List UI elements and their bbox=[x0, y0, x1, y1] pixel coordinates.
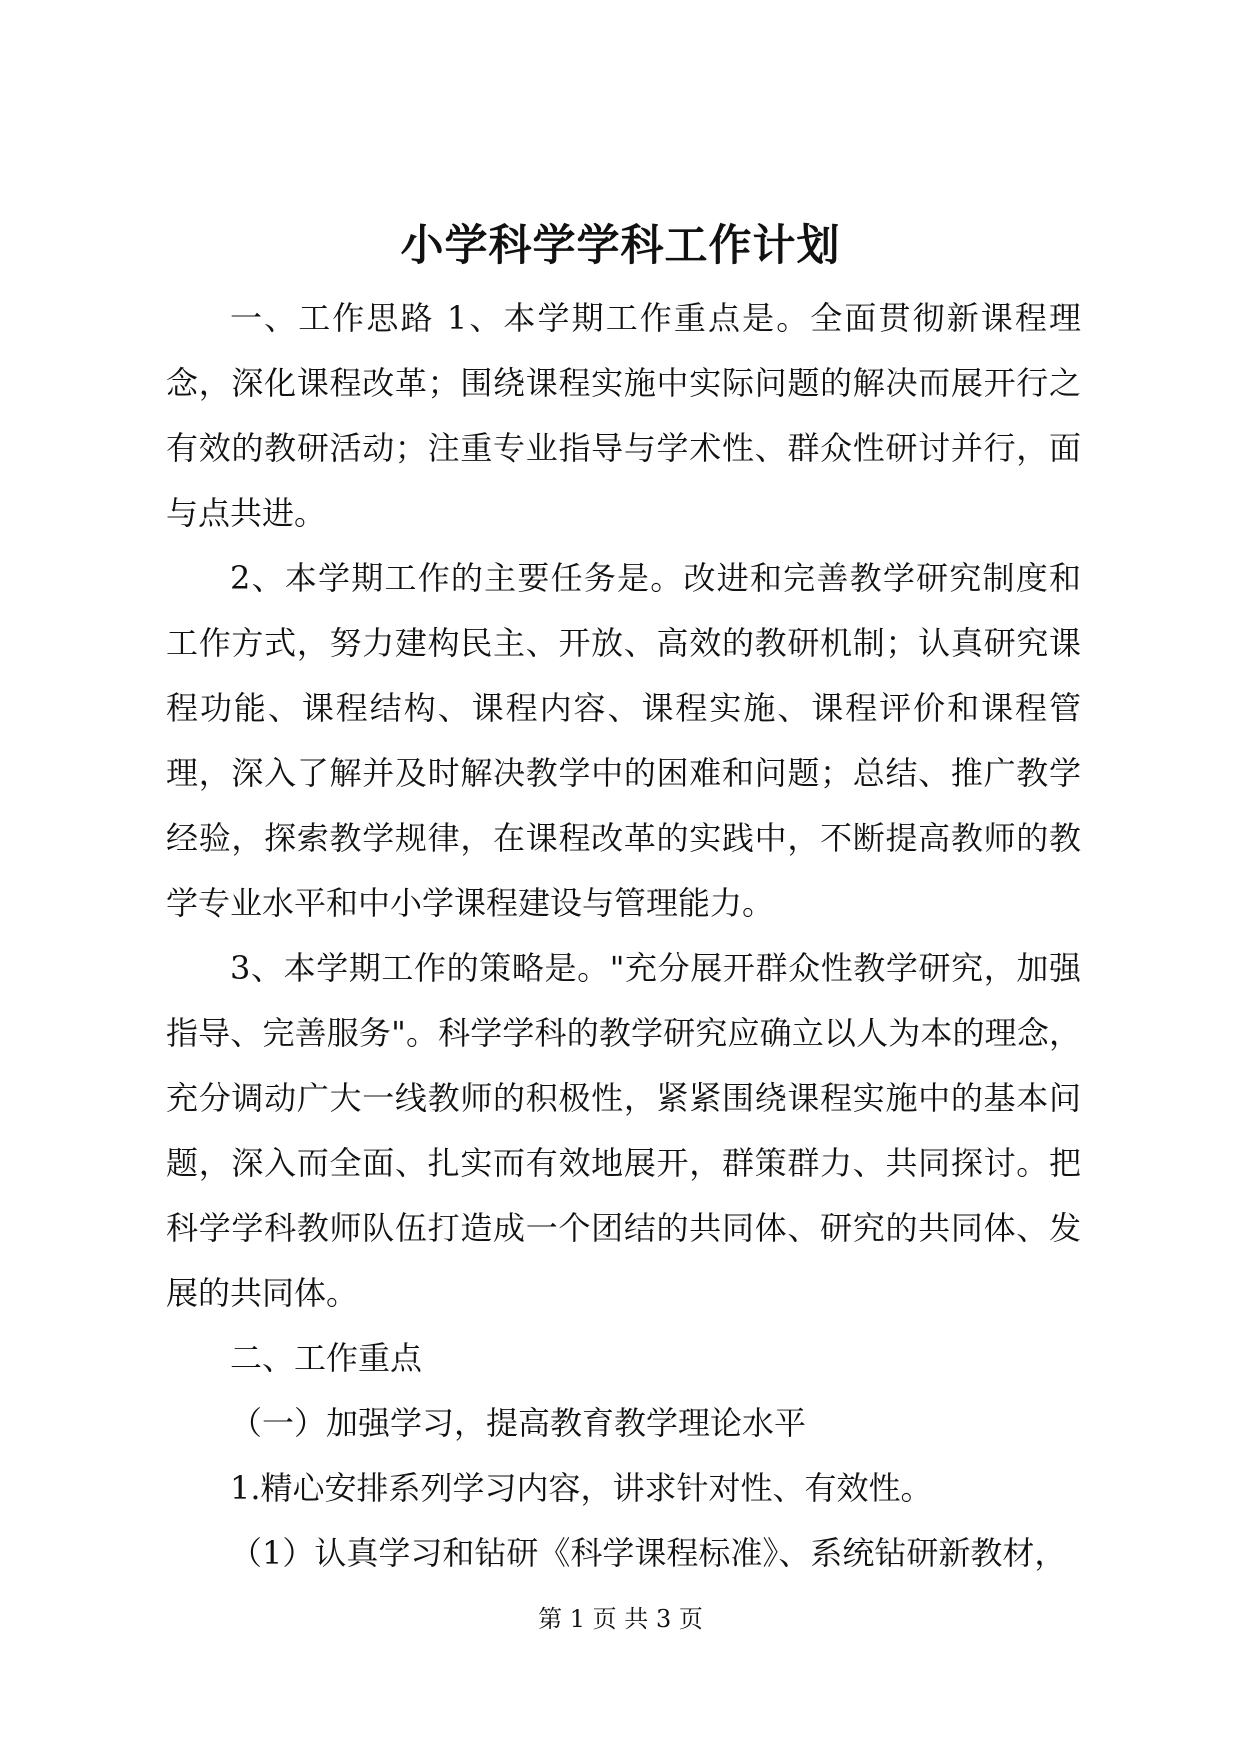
paragraph-main-tasks: 2、本学期工作的主要任务是。改进和完善教学研究制度和工作方式，努力建构民主、开放、高效的教研机制；认真研究课程功能、课程结构、课程内容、课程实施、课程评价和课程管理，深入了解并及时解决教学中的困难和问题；总结、推广教学经验，探索教学规律，在课程改革的实践中，不断提高教师的教学专业水平和中小学课程建设与管理能力。 bbox=[166, 559, 1081, 922]
page-footer: 第 1 页 共 3 页 bbox=[538, 1605, 703, 1633]
paragraph-work-ideas: 一、工作思路 1、本学期工作重点是。全面贯彻新课程理念，深化课程改革；围绕课程实施中实际问题的解决而展开行之有效的教研活动；注重专业指导与学术性、群众性研讨并行，面与点共进。 bbox=[166, 299, 1081, 532]
subsection-heading-study: （一）加强学习，提高教育教学理论水平 bbox=[230, 1404, 807, 1442]
section-heading-work-focus: 二、工作重点 bbox=[230, 1339, 423, 1377]
document-body bbox=[166, 286, 1081, 1586]
list-item-curriculum-standard: （1）认真学习和钻研《科学课程标准》、系统钻研新教材， bbox=[230, 1534, 1067, 1572]
document-title: 小学科学学科工作计划 bbox=[400, 221, 841, 271]
list-item-study-content: 1.精心安排系列学习内容，讲求针对性、有效性。 bbox=[230, 1469, 933, 1507]
paragraph-strategy: 3、本学期工作的策略是。"充分展开群众性教学研究，加强指导、完善服务"。科学学科的教学研究应确立以人为本的理念，充分调动广大一线教师的积极性，紧紧围绕课程实施中的基本问题，深入而全面、扎实而有效地展开，群策群力、共同探讨。把科学学科教师队伍打造成一个团结的共同体、研究的共同体、发展的共同体。 bbox=[166, 949, 1081, 1312]
